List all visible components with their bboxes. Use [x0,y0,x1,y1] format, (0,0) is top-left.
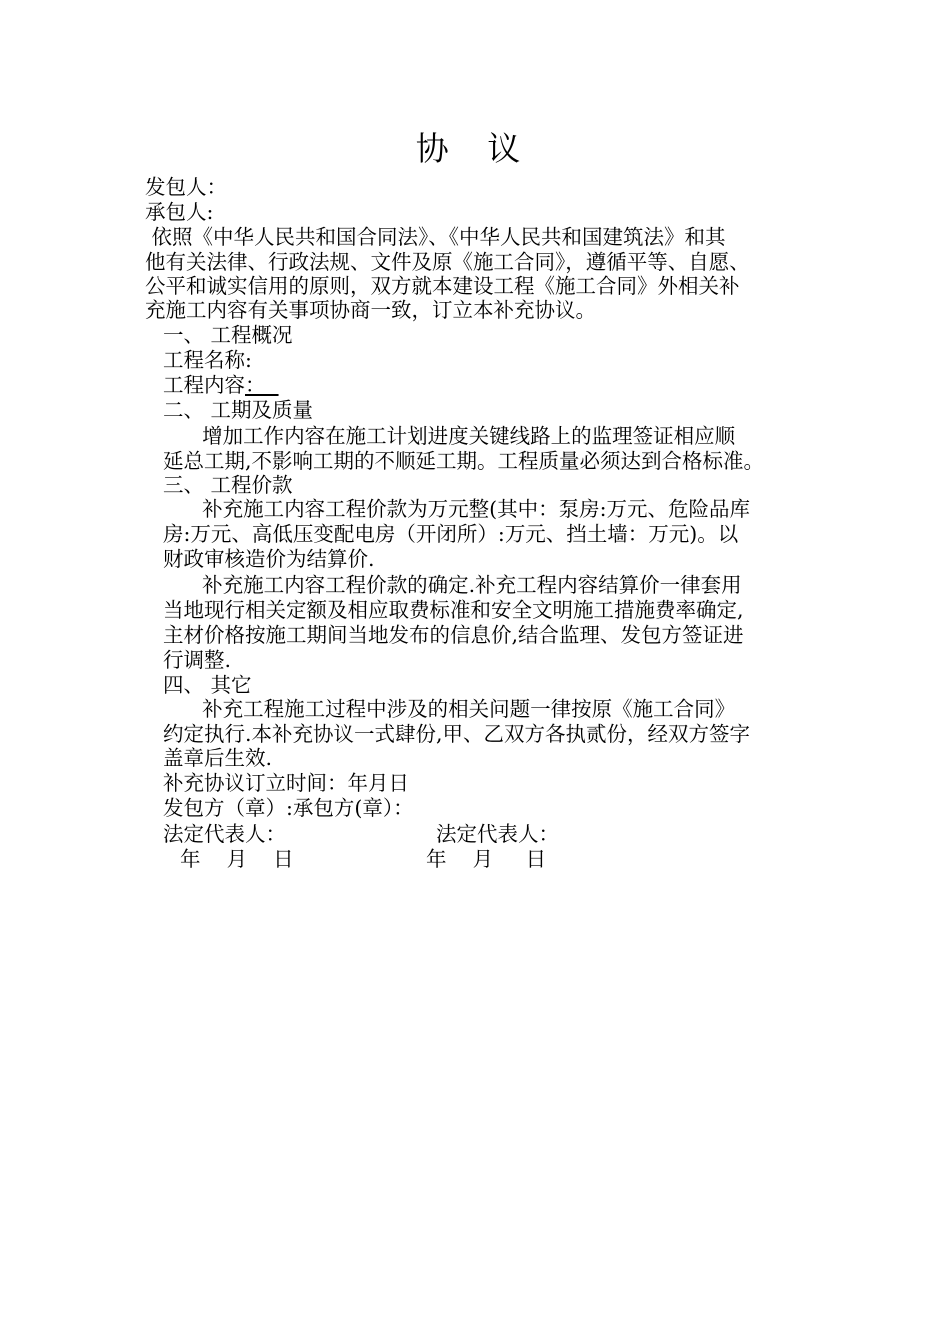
section4-heading: 四、 其它 [163,673,252,697]
section1-heading: 一、 工程概况 [163,323,293,347]
preamble-line: 依照《中华人民共和国合同法》、《中华人民共和国建筑法》和其 [145,225,726,249]
project-name-label: 工程名称: [163,348,252,372]
section2-heading: 二、 工期及质量 [163,398,314,422]
employer-label: 发包人： [145,175,227,199]
document-title: 协 议 [415,129,535,168]
project-content-blank: ： [245,373,266,397]
section3-para2-line: 补充施工内容工程价款的确定.补充工程内容结算价一律套用 [163,573,742,597]
section3-para1-line: 房:万元、高低压变配电房（开闭所）:万元、挡土墙：万元)。以 [163,522,739,546]
section4-line: 盖章后生效. [163,746,273,770]
section3-para1-line: 财政审核造价为结算价. [163,547,375,571]
section3-para2-line: 当地现行相关定额及相应取费标准和安全文明施工措施费率确定, [163,598,744,622]
section3-para2-line: 主材价格按施工期间当地发布的信息价,结合监理、发包方签证进 [163,623,744,647]
project-content-text: 工程内容 [163,373,245,397]
preamble-line: 充施工内容有关事项协商一致，订立本补充协议。 [145,298,596,322]
preamble-line: 他有关法律、行政法规、文件及原《施工合同》，遵循平等、自愿、 [145,250,750,274]
section2-line: 增加工作内容在施工计划进度关键线路上的监理签证相应顺 [163,424,736,448]
contractor-label: 承包人: [145,200,214,224]
section3-heading: 三、 工程价款 [163,473,293,497]
preamble-line: 公平和诚实信用的原则，双方就本建设工程《施工合同》外相关补 [145,274,740,298]
signing-parties-line: 发包方（章）:承包方(章）： [163,796,414,820]
section3-para1-line: 补充施工内容工程价款为万元整(其中：泵房:万元、危险品库 [163,497,751,521]
legal-rep-left: 法定代表人： [163,822,286,846]
project-content-label [163,373,279,398]
section4-line: 补充工程施工过程中涉及的相关问题一律按原《施工合同》 [163,697,736,721]
underline-blank [266,373,279,397]
section4-line: 约定执行.本补充协议一式肆份,甲、乙双方各执贰份，经双方签字 [163,722,751,746]
legal-rep-right: 法定代表人： [436,822,559,846]
sign-date-left: 年 月 日 [180,847,294,871]
signing-date-line: 补充协议订立时间：年月日 [163,771,409,795]
sign-date-right: 年 月 日 [426,847,547,871]
section3-para2-line: 行调整. [163,648,232,672]
section2-line: 延总工期,不影响工期的不顺延工期。工程质量必须达到合格标准。 [163,449,765,473]
